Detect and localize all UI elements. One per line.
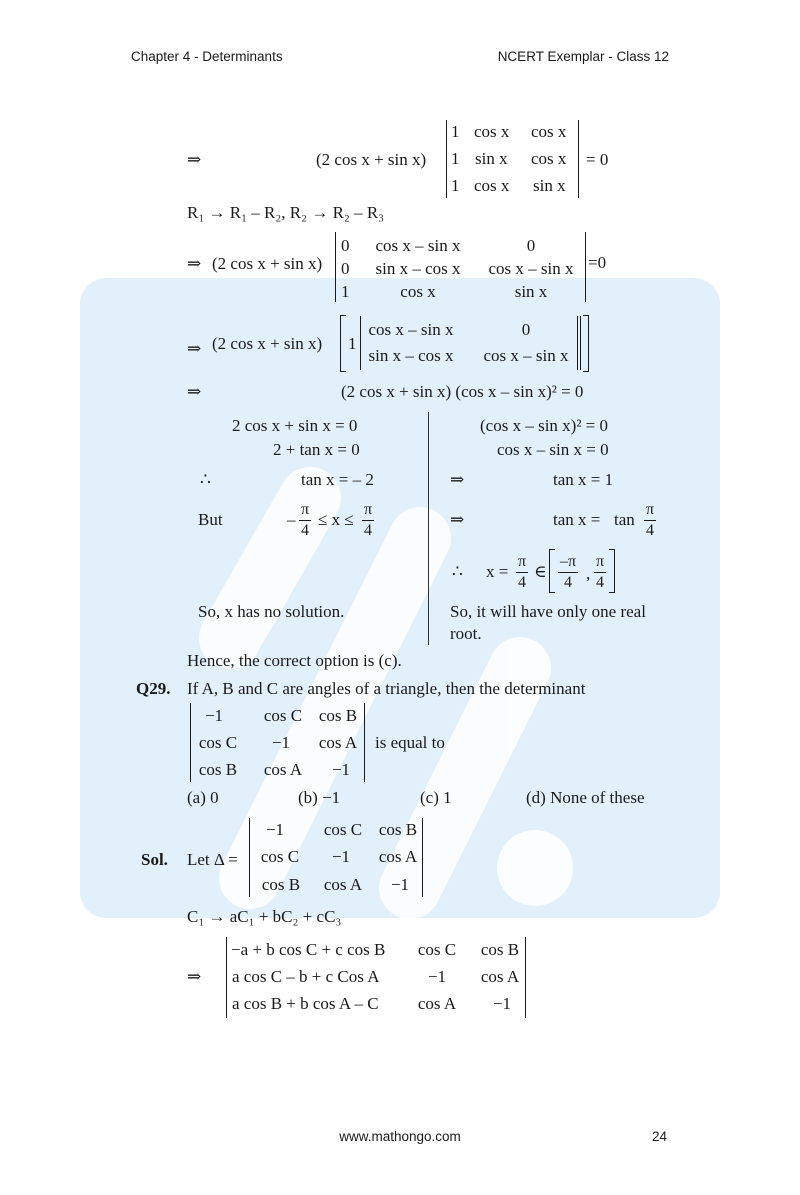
det-cell: −1 (271, 733, 291, 752)
question-number: Q29. (136, 679, 171, 698)
right-line-2: cos x – sin x = 0 (497, 440, 609, 459)
solution-label: Sol. (141, 850, 168, 869)
fraction-pi-4: $\frac{\pi}{4}$ (646, 501, 655, 539)
inequality: ≤ x ≤ (318, 510, 354, 529)
left-line-3: tan x = – 2 (301, 470, 374, 489)
det-cell: −1 (331, 847, 351, 866)
factor: (2 cos x + sin x) (212, 334, 323, 353)
bracket-right (583, 315, 589, 372)
det-bar-left (190, 703, 191, 782)
fraction-pi-4: $\frac{\pi}{4}$ (364, 501, 373, 539)
equals-zero: =0 (588, 253, 607, 272)
det-cell: cos C (260, 847, 300, 866)
minus-sign: – (287, 510, 296, 529)
right-line-1: (cos x – sin x)² = 0 (480, 416, 609, 435)
det-cell: cos B (318, 706, 358, 725)
det-cell: −1 (427, 967, 447, 986)
det-bar-right (577, 316, 578, 370)
option-c: (c) 1 (420, 788, 452, 807)
det-bar-left (446, 120, 447, 198)
det-cell: −a + b cos C + c cos B (231, 940, 386, 959)
but-label: But (198, 510, 223, 529)
det-bar-right (580, 316, 581, 370)
det-cell: −1 (204, 706, 224, 725)
fraction-pi-4: $\frac{\pi}{4}$ (301, 501, 310, 539)
det-cell: cos C (263, 706, 303, 725)
fraction-pi-4: $\frac{\pi}{4}$ (596, 553, 605, 591)
implies-arrow: ⇒ (450, 510, 465, 529)
left-line-2: 2 + tan x = 0 (273, 440, 360, 459)
det-cell: sin x – cos x (375, 259, 461, 278)
det-bar-right (585, 232, 586, 302)
det-cell: 1 (451, 122, 460, 141)
bracket-left (340, 315, 346, 372)
let-delta: Let Δ = (187, 850, 238, 869)
det-cell: cos B (198, 760, 238, 779)
option-d: (d) None of these (526, 788, 645, 807)
det-bar-left (226, 937, 227, 1018)
det-cell: cos C (198, 733, 238, 752)
det-cell: cos C (417, 940, 457, 959)
det-cell: sin x (514, 282, 548, 301)
det-bar-right (364, 703, 365, 782)
det-cell: cos x (531, 122, 567, 141)
footer-url[interactable]: www.mathongo.com (339, 1129, 461, 1144)
implies-arrow: ⇒ (187, 967, 202, 986)
therefore-symbol: ∴ (452, 562, 463, 581)
det-cell: cos x (474, 176, 510, 195)
det-cell: cos B (378, 820, 418, 839)
det-cell: cos A (417, 994, 457, 1013)
therefore-symbol: ∴ (200, 470, 211, 489)
question-text: If A, B and C are angles of a triangle, then the determinant (187, 679, 586, 698)
row-operation: R₁ → R₁ – R₂, R₂ → R₂ – R₃ (187, 203, 385, 222)
det-cell: 1 (451, 149, 460, 168)
cofactor-one: 1 (348, 334, 357, 353)
hence-statement: Hence, the correct option is (c). (187, 651, 402, 670)
det-cell: cos A (323, 875, 363, 894)
factor: (2 cos x + sin x) (316, 150, 427, 169)
implies-arrow: ⇒ (187, 254, 202, 273)
option-a: (a) 0 (187, 788, 219, 807)
det-cell: cos x (531, 149, 567, 168)
det-cell: 0 (526, 236, 536, 255)
det-bar-left (360, 316, 361, 370)
det-cell: cos x – sin x (483, 346, 569, 365)
option-b: (b) −1 (298, 788, 341, 807)
det-cell: −1 (492, 994, 512, 1013)
right-conclusion: So, it will have only one real (450, 602, 646, 621)
bracket-right (609, 549, 615, 593)
det-cell: −1 (390, 875, 410, 894)
det-cell: 1 (341, 282, 350, 301)
bracket-left (549, 549, 555, 593)
det-cell: 0 (521, 320, 531, 339)
det-cell: cos A (318, 733, 358, 752)
det-cell: sin x (533, 176, 566, 195)
comma: , (586, 564, 591, 583)
det-cell: cos x – sin x (368, 320, 454, 339)
det-cell: cos C (323, 820, 363, 839)
det-cell: cos A (480, 967, 520, 986)
det-cell: cos A (263, 760, 303, 779)
fraction-pi-4: $\frac{\pi}{4}$ (518, 553, 527, 591)
det-bar-left (335, 232, 336, 302)
element-of: ∈ (534, 562, 547, 581)
implies-arrow: ⇒ (187, 339, 202, 358)
det-cell: cos x (400, 282, 436, 301)
det-cell: sin x (475, 149, 508, 168)
det-cell: a cos C – b + c Cos A (232, 967, 380, 986)
det-bar-right (422, 818, 423, 897)
factored-equation: (2 cos x + sin x) (cos x – sin x)² = 0 (341, 382, 584, 401)
det-cell: cos x – sin x (488, 259, 574, 278)
factor: (2 cos x + sin x) (212, 254, 323, 273)
right-line-3: tan x = 1 (553, 470, 614, 489)
column-operation: C₁ → aC₁ + bC₂ + cC₃ (187, 907, 342, 926)
chapter-title: Chapter 4 - Determinants (131, 49, 283, 64)
det-cell: cos B (261, 875, 301, 894)
fraction-neg-pi-4: $\frac{-\pi}{4}$ (560, 553, 577, 591)
x-equals: x = (486, 562, 509, 581)
implies-arrow: ⇒ (187, 382, 202, 401)
det-cell: sin x – cos x (368, 346, 454, 365)
det-cell: cos B (480, 940, 520, 959)
tan-label: tan (614, 510, 635, 529)
case-divider (428, 412, 429, 645)
left-line-1: 2 cos x + sin x = 0 (232, 416, 358, 435)
det-bar-right (578, 120, 579, 198)
right-conclusion-cont: root. (450, 624, 482, 643)
det-cell: 1 (451, 176, 460, 195)
det-cell: a cos B + b cos A – C (232, 994, 379, 1013)
det-cell: cos A (378, 847, 418, 866)
det-bar-right (525, 937, 526, 1018)
book-title: NCERT Exemplar - Class 12 (497, 49, 669, 64)
right-line-4: tan x = (553, 510, 601, 529)
det-cell: −1 (265, 820, 285, 839)
implies-arrow: ⇒ (187, 150, 202, 169)
implies-arrow: ⇒ (450, 470, 465, 489)
equals-zero: = 0 (586, 150, 609, 169)
det-cell: cos x – sin x (375, 236, 461, 255)
det-bar-left (249, 818, 250, 897)
left-conclusion: So, x has no solution. (198, 602, 345, 621)
det-cell: 0 (341, 236, 350, 255)
det-cell: cos x (474, 122, 510, 141)
question-tail: is equal to (375, 733, 445, 752)
det-cell: −1 (331, 760, 351, 779)
det-cell: 0 (341, 259, 350, 278)
page-number: 24 (652, 1129, 668, 1144)
